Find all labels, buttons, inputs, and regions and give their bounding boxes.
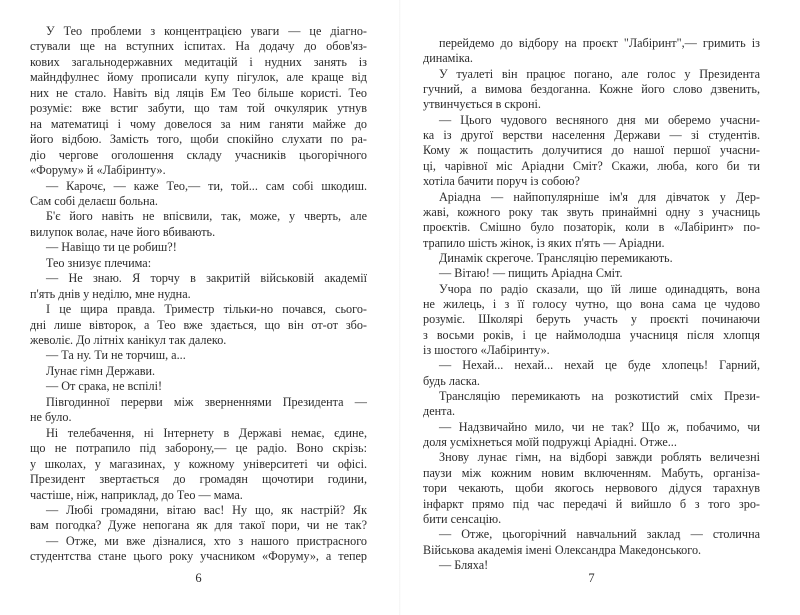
text-line: розуміє: вже встиг забути, що там той очкулярик утнув <box>30 101 367 116</box>
text-line: з восьми років, і це наймолодша учасниця після хлопця <box>423 327 760 342</box>
page-number: 7 <box>588 571 595 585</box>
text-line: вилупок волає, наче його вбивають. <box>30 224 216 239</box>
text-line: — Любі громадяни, вітаю вас! Ну що, як настрій? Як <box>46 502 367 517</box>
page-number: 6 <box>195 571 202 585</box>
text-line: — Не знаю. Я торчу в закритій військовій академії <box>46 271 367 286</box>
text-line: Знову лунає гімн, на відборі завжди роблять величезні <box>439 450 760 465</box>
text-line: динаміка. <box>423 51 473 66</box>
text-line: Півгодинної перерви між зверненнями Президента — <box>46 394 367 409</box>
text-line: Тео знизує плечима: <box>46 255 152 270</box>
text-line: — Надзвичайно мило, чи не так? Що ж, побачимо, чи <box>439 419 760 434</box>
text-line: У туалеті він працює погано, але голос у Президента <box>439 66 760 81</box>
text-line: дні лише вівторок, а Тео вже здається, що він от-от збо- <box>30 317 367 332</box>
text-line: дента. <box>423 404 456 419</box>
text-line: доля усміхнеться моїй подружці Аріадні. Отже... <box>423 435 677 450</box>
text-line: не було. <box>30 410 72 425</box>
text-line: — Та ну. Ти не торчиш, а... <box>46 348 186 363</box>
text-line: ці, чарівної міс Аріадни Сміт? Скажи, люба, кого би ти <box>423 158 760 173</box>
text-line: Кому ж пощастить долучитися до нашої першої учасни- <box>423 143 760 158</box>
left-page <box>30 0 367 615</box>
text-line: тори чекають, щоби якогось нервового дідуся тарахнув <box>423 481 760 496</box>
text-line: що не потрапило під заборону,— це радіо. Воно скрізь: <box>30 441 367 456</box>
text-line: діо чергове оголошення складу учасників цьогорічного <box>30 147 367 162</box>
right-page <box>423 0 760 615</box>
text-line: перейдемо до відбору на проєкт "Лабіринт",— гримить із <box>439 36 760 50</box>
text-line: І це щира правда. Триместр тільки-но почався, сього- <box>46 302 367 317</box>
text-line: частіше, ніж, наприклад, до Тео — мама. <box>30 487 243 502</box>
text-line: із шостого «Лабіринту». <box>423 343 550 357</box>
text-line: ка із другої верстви населення Держави — зі студентів. <box>423 128 760 143</box>
text-line: Аріадна — найпопулярніше ім'я для дівчаток у Дер- <box>439 189 760 204</box>
text-line: жеволіє. До літніх канікул так далеко. <box>30 333 227 347</box>
text-line: Б'є його навіть не впісвили, так, може, у чверть, але <box>46 209 367 224</box>
text-line: — Отже, ми вже дізналися, хто з нашого пристрасного <box>46 533 367 548</box>
text-line: кових загальнодержавних медитацій і нудних занять із <box>30 54 367 69</box>
text-line: трапило шість жінок, із яких п'ять — Аріадни. <box>423 235 665 250</box>
text-line: проєктів. Смішно було позаторік, коли в «Лабіринт» по- <box>423 220 760 235</box>
text-line: стували ще на вступних іспитах. На додачу до обов'яз- <box>30 39 367 54</box>
text-line: п'ять днів у неділю, мне нудна. <box>30 286 191 301</box>
text-line: Військова академія імені Олександра Македонського. <box>423 542 702 557</box>
text-line: — Цього чудового весняного дня ми оберемо учасни- <box>439 112 760 127</box>
text-line: — Карочє, — каже Тео,— ти, той... сам собі шкодиш. <box>46 178 367 193</box>
text-line: вам погодка? Дуже непогана як для такої пори, чи не так? <box>30 518 367 533</box>
text-line: Лунає гімн Держави. <box>46 363 156 378</box>
text-line: Трансляцію перемикають на розкотистий сміх Прези- <box>439 389 760 404</box>
text-line: на математиці і чому довелося за ним ганяти майже до <box>30 116 367 131</box>
text-line: Президент звертається до громадян щочотири години, <box>30 472 367 487</box>
text-line: майндфулнес йому прописали купу пігулок, але краще від <box>30 70 367 85</box>
text-line: «Форуму» й «Лабіринту». <box>30 163 166 178</box>
text-line: У Тео проблеми з концентрацією уваги — це діагно- <box>46 24 367 38</box>
text-line: Сам собі делаєш больна. <box>30 193 158 208</box>
text-line: Динамік скрегоче. Трансляцію перемикають. <box>439 250 673 265</box>
text-line: — Вітаю! — пищить Аріадна Сміт. <box>439 266 623 281</box>
text-line: — Отже, цьогорічний навчальний заклад — столична <box>439 527 760 542</box>
text-line: бити сенсацію. <box>423 511 502 526</box>
text-line: його відбою. Замість того, щоби спокійно слухати по ра- <box>30 132 367 147</box>
text-line: інфаркт прямо під час передачі й вийшло б з того зро- <box>423 496 760 511</box>
text-line: них не стало. Навіть від ляців Ем Тео більше користі. Тео <box>30 85 367 100</box>
text-line: розуміє. Школярі беруть участь у проєкті починаючи <box>423 312 760 327</box>
text-line: — Нехай... нехай... нехай це буде хлопець! Гарний, <box>439 358 760 373</box>
text-line: — Навіщо ти це робиш?! <box>46 240 177 255</box>
gutter <box>399 0 401 615</box>
text-line: утвинчується в скроні. <box>423 97 541 112</box>
text-line: Ні телебачення, ні Інтернету в Державі немає, єдине, <box>46 425 367 440</box>
text-line: жаві, кожного року так звуть принаймні одну з учасниць <box>423 204 760 219</box>
text-line: у школах, у магазинах, у кожному університеті чи офісі. <box>30 456 367 471</box>
text-line: гучний, а вимова бездоганна. Кожне його слово дзвенить, <box>423 82 760 97</box>
text-line: студентства стане цього року учасником «Форуму», а тепер <box>30 549 367 564</box>
text-line: — От срака, не вспілі! <box>46 379 163 394</box>
text-line: будь ласка. <box>423 373 480 388</box>
text-line: паузи між кожним новим включенням. Мабуть, організа- <box>423 465 760 480</box>
text-line: хотіла бачити поруч із собою? <box>423 174 580 189</box>
text-line: — Бляха! <box>439 557 489 572</box>
text-line: Учора по радіо сказали, що їй лише одинадцять, вона <box>439 281 760 296</box>
text-line: не жилець, і з її голосу чутно, що вона сама це чудово <box>423 296 760 311</box>
